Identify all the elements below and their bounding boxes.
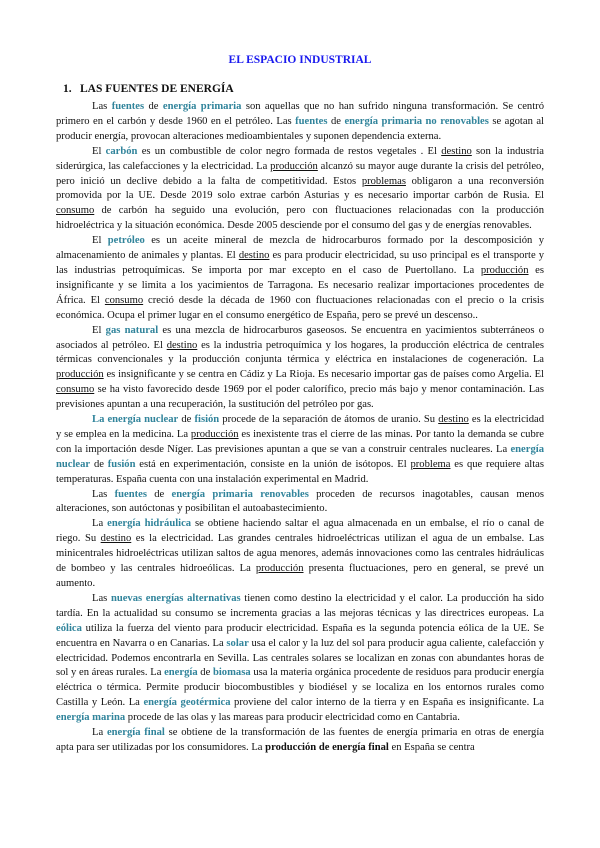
text-run: es la industria petroquímica y los hogares, la producción eléctrica de centrales térmicas convencionales y la producción conjunta térmica y eléctrica en instalaciones de cogeneración. La (56, 339, 545, 366)
text-run: es que requiere altas temperaturas. España cuenta con una instalación experimental en Madrid. (56, 458, 544, 485)
highlighted-term: petróleo (107, 235, 145, 247)
text-run: es un aceite mineral de mezcla de hidrocarburos formado por la descomposición y almacenamiento de animales y plantas. El (56, 235, 544, 262)
text-run: creció desde la década de 1960 con fluctuaciones relacionadas con el precio o la crisis económica. Ocupa el primer lugar en el consumo energético de España, pero se prevé un descenso.. (56, 294, 544, 321)
underlined-term: consumo (104, 294, 144, 306)
paragraph (56, 413, 544, 488)
underlined-term: problemas (361, 175, 406, 187)
highlighted-term: energía primaria no renovables (344, 115, 489, 127)
text-run: de (197, 667, 213, 679)
text-run: usa la materia orgánica procedente de residuos para producir energía eléctrica o térmica. Permite producir biocombustibles y biodiésel y se localiza en los entornos rurales como Castilla y León. La (56, 667, 545, 709)
highlighted-term: fuentes (114, 488, 147, 500)
text-run: usa el calor y la luz del sol para producir agua caliente, calefacción y electricidad. Podemos encontrarla en Sevilla. Las centrales solares se localizan en zonas con abundantes horas de sol y en áreas rurales. La (56, 637, 545, 679)
highlighted-term: fuentes (295, 115, 328, 127)
text-run: es para producir electricidad, su uso principal es el transporte y las industrias petroquímicas. Se importa por mar excepto en el caso de Puertollano. La (56, 250, 545, 276)
text-run: es la electricidad. Las grandes centrales hidroeléctricas utilizan el agua de un embalse. Las minicentrales hidroeléctricas utilizan saltos de agua menores, además innovaciones como las centrales hidráulicas de bombeo y las centrales hidroeólicas. La (56, 533, 544, 575)
text-run: proviene del calor interno de la tierra y en España es insignificante. La (230, 697, 544, 709)
highlighted-term: energía nuclear (56, 443, 544, 470)
text-run: de carbón ha seguido una evolución, pero con fluctuaciones relacionadas con la producción hidroeléctrica y la situación económica. Desde 2005 desciende por el consumo del gas y de energías renovables. (56, 205, 544, 232)
text-run: La (92, 518, 108, 530)
underlined-term: producción (255, 563, 304, 575)
highlighted-term: energía geotérmica (143, 697, 231, 709)
text-run: La (92, 727, 107, 739)
text-run: son aquellas que no han sufrido ninguna transformación. Se centró primero en el carbón y desde 1960 en el petróleo. Las (56, 101, 544, 127)
text-run: está en experimentación, consiste en la unión de isótopos. El (135, 458, 411, 470)
highlighted-term: energía final (106, 727, 165, 739)
highlighted-term: biomasa (212, 667, 251, 679)
text-run: se agotan al producir energía, provocan alteraciones medioambientales y suponen dependencia externa. (56, 115, 544, 142)
text-run: es insignificante y se centra en Cádiz y La Rioja. Es necesario importar gas de países como Argelia. El (103, 369, 544, 381)
text-run: es insignificante y se limita a los yacimientos de Tarragona. Es necesario realizar importaciones procedentes de África. El (56, 264, 544, 306)
underlined-term: destino (441, 145, 472, 157)
paragraph (56, 324, 544, 413)
highlighted-term: energía (164, 667, 198, 679)
underlined-term: destino (100, 533, 132, 545)
bold-term: producción de energía final (265, 741, 389, 753)
highlighted-term: fusión (107, 458, 136, 470)
underlined-term: consumo (56, 205, 95, 217)
text-run: alcanzó su mayor auge durante la crisis del petróleo, pero inició un declive debido a la falta de competitividad. Estos (56, 160, 544, 187)
text-run: de (178, 414, 195, 426)
highlighted-term: nuevas energías alternativas (110, 592, 241, 604)
highlighted-term: energía hidráulica (107, 518, 192, 530)
underlined-term: producción (56, 369, 104, 381)
text-run: tienen como destino la electricidad y el calor. La producción ha sido tardía. En la actualidad su consumo se incrementa gracias a las mejoras técnicas y las directrices europeas. La (56, 592, 544, 619)
text-run: presenta fluctuaciones, pero en general, se prevé un aumento. (56, 563, 544, 589)
text-run: es inexistente tras el cierre de las minas. Por tanto la demanda se cubre con la importación desde Níger. Las previsiones apuntan a que se van a construir centrales nucleares. La (56, 428, 544, 455)
underlined-term: producción (480, 264, 529, 276)
text-run: El (92, 235, 108, 247)
underlined-term: producción (190, 428, 239, 440)
underlined-term: destino (166, 339, 198, 351)
text-run: en España se centra (388, 741, 475, 753)
text-run: es la electricidad y se emplea en la medicina. La (56, 414, 545, 440)
text-run: procede de la separación de átomos de uranio. Su (219, 414, 439, 426)
text-run: de (327, 115, 345, 127)
highlighted-term: fuentes (111, 101, 145, 112)
highlighted-term: solar (226, 637, 249, 649)
document-body (56, 100, 544, 756)
text-run: de (90, 458, 108, 470)
text-run: Las (92, 101, 112, 112)
text-run: El (92, 145, 106, 157)
text-run: utiliza la fuerza del viento para producir electricidad. España es la segunda potencia eólica de la UE. Se encuentra en Navarra o en Canarias. La (56, 622, 544, 649)
paragraph (56, 488, 544, 518)
text-run: El (92, 324, 106, 336)
text-run: es un combustible de color negro formada de restos vegetales . El (137, 145, 442, 157)
underlined-term: destino (238, 250, 270, 262)
highlighted-term: eólica (56, 622, 82, 634)
underlined-term: producción (270, 160, 318, 172)
text-run: Las (92, 488, 115, 500)
text-run: proceden de recursos inagotables, causan menos alteraciones, son autóctonas y posibilitan el autoabastecimiento. (56, 488, 545, 515)
text-run: de (144, 101, 163, 112)
text-run: son la industria siderúrgica, las calefacciones y la electricidad. La (56, 145, 544, 172)
highlighted-term: gas natural (105, 324, 159, 336)
underlined-term: consumo (56, 384, 95, 396)
text-run: se obtiene haciendo saltar el agua almacenada en un embalse, el río o canal de riego. Su (56, 518, 545, 545)
paragraph (56, 145, 544, 234)
paragraph (56, 726, 544, 756)
text-run: se obtiene de la transformación de las fuentes de energía primaria en otras de energía apta para ser utilizadas por los consumidores. La (56, 727, 545, 753)
underlined-term: problema (410, 458, 451, 470)
section-heading-text: LAS FUENTES DE ENERGÍA (80, 83, 234, 95)
highlighted-term: energía primaria renovables (171, 488, 309, 500)
section-heading (63, 83, 234, 95)
paragraph (56, 592, 544, 726)
document-title: EL ESPACIO INDUSTRIAL (228, 54, 372, 66)
highlighted-term: carbón (105, 145, 138, 157)
text-run: de (146, 488, 172, 500)
underlined-term: destino (438, 414, 469, 426)
text-run: obligaron a una reconversión promovida por la UE. Desde 2019 solo extrae carbón Asturias y es necesario importar carbón de Rusia. El (56, 175, 544, 202)
text-run: es una mezcla de hidrocarburos gaseosos. Se encuentra en yacimientos subterráneos o asociados al petróleo. El (56, 324, 544, 351)
paragraph (56, 234, 544, 323)
paragraph (56, 517, 544, 592)
highlighted-term: energía marina (56, 712, 126, 724)
highlighted-term: energía primaria (162, 101, 242, 112)
highlighted-term: La energía nuclear (92, 414, 179, 426)
text-run: Las (92, 592, 111, 604)
section-number: 1. (63, 83, 72, 95)
text-run: se ha visto favorecido desde 1969 por el poder calorífico, precio más bajo y menor contaminación. Las previsiones apuntan a una recuperación, la sustitución del petróleo por gas. (56, 384, 544, 411)
highlighted-term: fisión (194, 414, 220, 426)
paragraph (56, 100, 544, 145)
text-run: procede de las olas y las mareas para producir electricidad como en Cantabria. (125, 712, 460, 724)
